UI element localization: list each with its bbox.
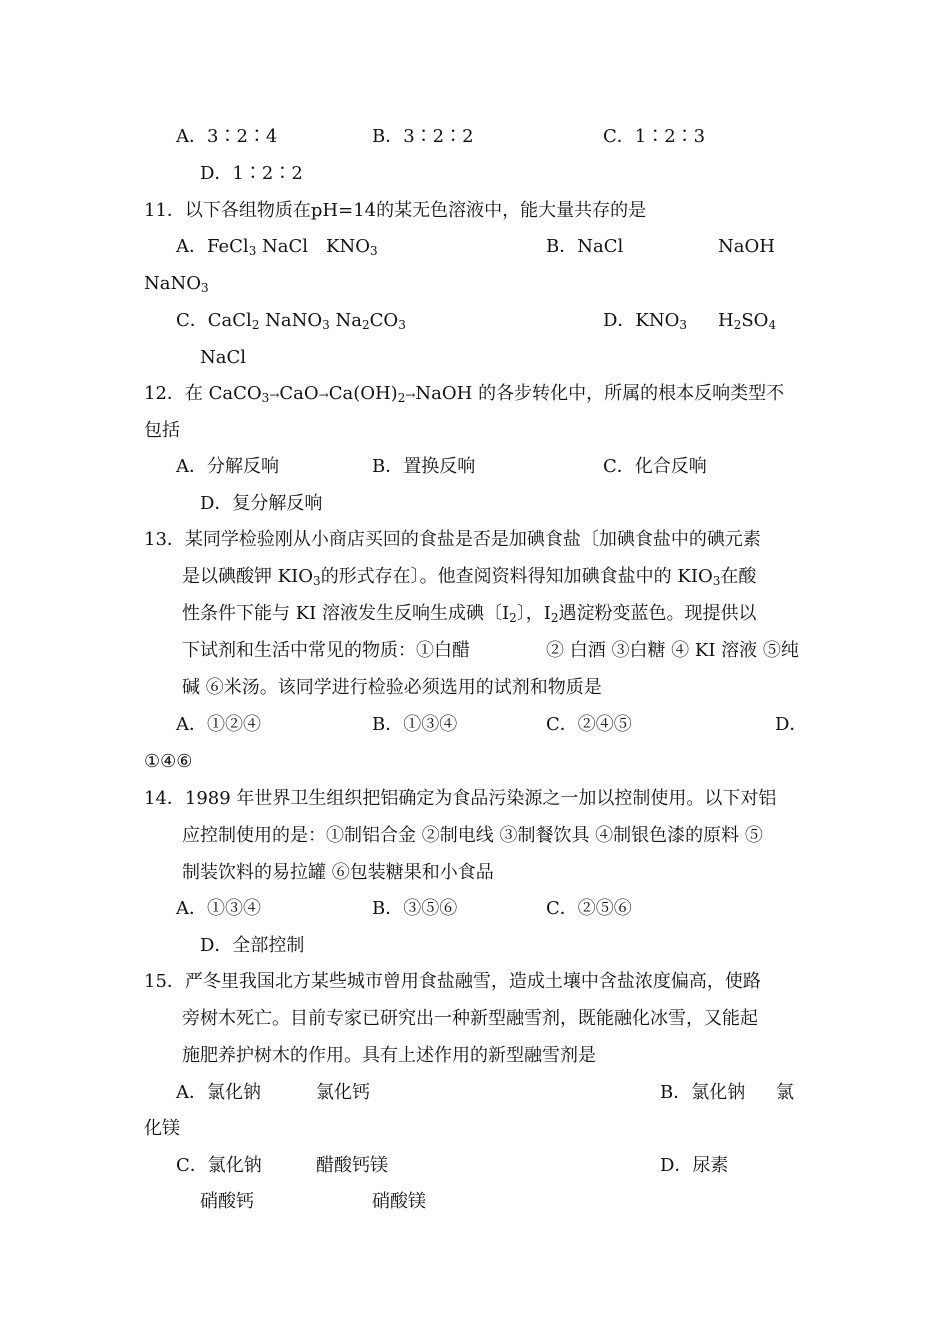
q15-option-b-item2-end: 化镁 xyxy=(144,1118,180,1139)
q11-stem: 11．以下各组物质在pH=14的某无色溶液中，能大量共存的是 xyxy=(144,200,647,221)
q14-option-a: A．①③④ xyxy=(176,898,261,919)
q15-option-c: C．氯化钠 xyxy=(176,1155,262,1176)
q14-option-b: B．③⑤⑥ xyxy=(372,898,458,919)
q15-option-c-item2: 醋酸钙镁 xyxy=(316,1155,388,1176)
q10-option-b: B．3∶2∶2 xyxy=(372,126,474,147)
q12-stem-line1: 12．在 $CaCO_3\to CaO\to Ca(OH)_2\to NaOH$ 的各步转化中，所属的根本反响类型不 xyxy=(144,383,785,405)
q13-stem-line4a: 下试剂和生活中常见的物质：①白醋 xyxy=(182,640,470,661)
q15-option-d-item3: 硝酸镁 xyxy=(372,1191,426,1212)
q12-stem-line2: 包括 xyxy=(144,420,180,441)
q13-stem-line5: 碱 ⑥米汤。该同学进行检验必须选用的试剂和物质是 xyxy=(182,677,602,698)
q15-option-b: B．氯化钠 xyxy=(660,1082,746,1103)
q12-option-d: D．复分解反响 xyxy=(200,493,323,514)
q11-option-b-nano3: NaNO$_3$ xyxy=(144,273,209,295)
q14-stem-line3: 制装饮料的易拉罐 ⑥包装糖果和小食品 xyxy=(182,862,494,883)
q11-option-d-h2so4: $H_2SO_4$ xyxy=(718,310,777,332)
q10-option-a: A．3∶2∶4 xyxy=(176,126,278,147)
q15-option-a: A．氯化钠 xyxy=(176,1082,261,1103)
q11-option-b: B．NaCl xyxy=(546,236,624,257)
q14-option-c: C．②⑤⑥ xyxy=(546,898,632,919)
q15-option-d-item2: 硝酸钙 xyxy=(200,1191,254,1212)
q13-stem-line3: 性条件下能与 KI 溶液发生反响生成碘〔$I_2$〕，$I_2$遇淀粉变蓝色。现提供以 xyxy=(182,603,757,625)
q14-stem-line1: 14．1989 年世界卫生组织把铝确定为食品污染源之一加以控制使用。以下对铝 xyxy=(144,788,777,809)
q14-option-d: D．全部控制 xyxy=(200,935,305,956)
q10-option-d: D．1∶2∶2 xyxy=(200,163,303,184)
q10-option-c: C．1∶2∶3 xyxy=(603,126,706,147)
arrow-icon: → xyxy=(269,388,280,402)
q15-option-d: D．尿素 xyxy=(660,1155,729,1176)
q11-option-b-naoh: NaOH xyxy=(718,236,775,257)
q13-option-d-value: ①④⑥ xyxy=(144,751,193,772)
q12-option-b: B．置换反响 xyxy=(372,456,476,477)
q15-stem-line3: 施肥养护树木的作用。具有上述作用的新型融雪剂是 xyxy=(182,1045,596,1066)
q13-option-b: B．①③④ xyxy=(372,714,458,735)
q15-stem-line2: 旁树木死亡。目前专家已研究出一种新型融雪剂，既能融化冰雪，又能起 xyxy=(182,1008,758,1029)
q15-option-a-item2: 氯化钙 xyxy=(316,1082,370,1103)
arrow-icon: → xyxy=(405,388,416,402)
q13-stem-line4b: ② 白酒 ③白糖 ④ KI 溶液 ⑤纯 xyxy=(546,640,799,661)
arrow-icon: → xyxy=(318,388,329,402)
q15-option-b-item2-start: 氯 xyxy=(776,1082,794,1103)
q14-stem-line2: 应控制使用的是：①制铝合金 ②制电线 ③制餐饮具 ④制银色漆的原料 ⑤ xyxy=(182,825,763,846)
q13-option-a: A．①②④ xyxy=(176,714,261,735)
q13-option-d: D． xyxy=(775,714,808,735)
q12-option-c: C．化合反响 xyxy=(603,456,707,477)
q15-stem-line1: 15．严冬里我国北方某些城市曾用食盐融雪，造成土壤中含盐浓度偏高，使路 xyxy=(144,971,761,992)
q11-option-d-nacl: NaCl xyxy=(200,347,247,368)
q11-option-c: C．CaCl$_2$ NaNO$_3$ $Na_2CO_3$ xyxy=(176,310,406,332)
q11-option-a: A．FeCl$_3$ NaCl $KNO_3$ xyxy=(176,236,378,258)
q11-option-d: D．$KNO_3$ xyxy=(603,310,688,332)
q13-stem-line2: 是以碘酸钾 $KIO_3$的形式存在〕。他查阅资料得知加碘食盐中的 $KIO_3$在酸 xyxy=(182,566,757,588)
q12-option-a: A．分解反响 xyxy=(176,456,279,477)
q13-option-c: C．②④⑤ xyxy=(546,714,632,735)
q13-stem-line1: 13．某同学检验刚从小商店买回的食盐是否是加碘食盐〔加碘食盐中的碘元素 xyxy=(144,529,761,550)
